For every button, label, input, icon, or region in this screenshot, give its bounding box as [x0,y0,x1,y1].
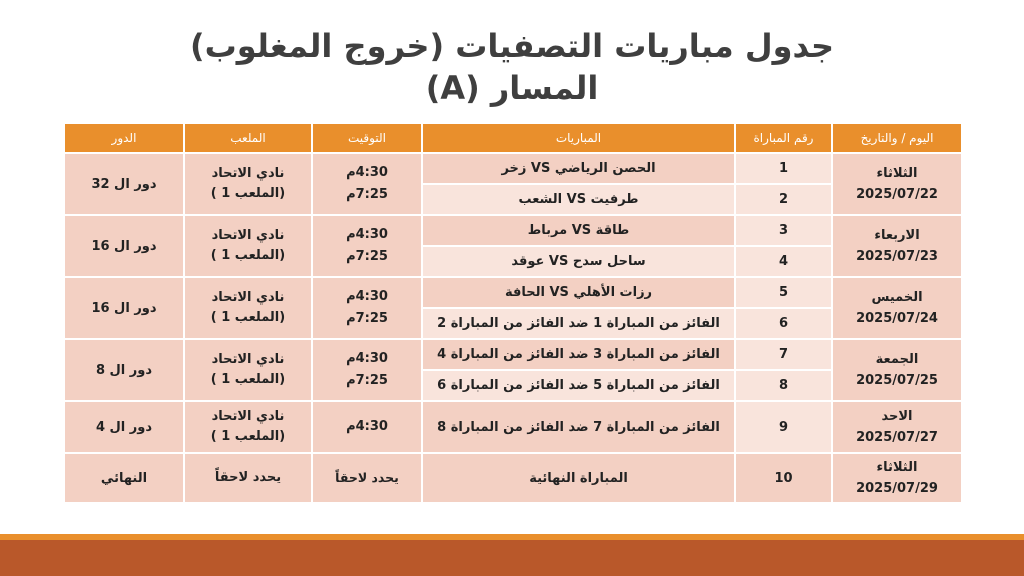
match-number: 8 [735,370,832,401]
header-venue: الملعب [184,123,312,153]
venue-cell [184,401,312,453]
day-date: 2025/07/22 [856,187,938,202]
match-number: 5 [735,277,832,308]
table-row [64,153,962,184]
venue-field: (الملعب 1 ) [210,429,286,444]
time-cell [312,153,422,215]
day-name: الاحد [881,409,913,424]
venue-field: (الملعب 1 ) [210,310,286,325]
venue-name: نادي الاتحاد [211,409,285,424]
match-text: الحصن الرياضي VS زخر [422,153,735,184]
time-cell [312,401,422,453]
time-first: 4:30م [346,351,388,366]
time-second: 7:25م [346,187,388,202]
time-second: 7:25م [346,373,388,388]
time-second: 7:25م [346,311,388,326]
round-cell: دور ال 8 [64,339,184,401]
header-row [64,123,962,153]
match-number: 10 [735,453,832,503]
round-cell: النهائي [64,453,184,503]
match-number: 3 [735,215,832,246]
table-row [64,401,962,453]
match-text: المباراة النهائية [422,453,735,503]
venue-name: نادي الاتحاد [211,228,285,243]
header-round: الدور [64,123,184,153]
schedule-table [63,122,963,504]
venue-field: (الملعب 1 ) [210,248,286,263]
table-row [64,277,962,308]
time-cell [312,215,422,277]
day-name: الخميس [871,290,923,305]
match-text: الفائز من المباراة 3 ضد الفائز من المباراة 4 [422,339,735,370]
match-number: 4 [735,246,832,277]
header-matches: المباريات [422,123,735,153]
day-cell [832,339,962,401]
match-text: طاقة VS مرباط [422,215,735,246]
time-cell [312,277,422,339]
day-date: 2025/07/27 [856,430,938,445]
time-first: 4:30م [346,227,388,242]
match-text: رزات الأهلي VS الحافة [422,277,735,308]
day-name: الثلاثاء [876,166,918,181]
match-number: 9 [735,401,832,453]
venue-field: (الملعب 1 ) [210,372,286,387]
match-text: الفائز من المباراة 5 ضد الفائز من المباراة 6 [422,370,735,401]
time-second: 7:25م [346,249,388,264]
day-date: 2025/07/24 [856,311,938,326]
venue-cell [184,215,312,277]
venue-name: نادي الاتحاد [211,352,285,367]
time-first: 4:30م [346,289,388,304]
time-first: 4:30م [346,419,388,434]
footer-band [0,540,1024,576]
day-cell [832,153,962,215]
header-match-number: رقم المباراة [735,123,832,153]
venue-cell [184,153,312,215]
page-title: جدول مباريات التصفيات (خروج المغلوب) [189,27,835,65]
match-number: 7 [735,339,832,370]
day-date: 2025/07/25 [856,373,938,388]
venue-name: نادي الاتحاد [211,166,285,181]
day-cell [832,401,962,453]
round-cell: دور ال 32 [64,153,184,215]
venue-cell: يحدد لاحقاً [184,453,312,503]
table-row [64,215,962,246]
venue-cell [184,339,312,401]
round-cell: دور ال 16 [64,277,184,339]
day-cell [832,277,962,339]
match-number: 2 [735,184,832,215]
day-date: 2025/07/29 [856,481,938,496]
match-text: الفائز من المباراة 1 ضد الفائز من المباراة 2 [422,308,735,339]
day-name: الجمعة [875,352,919,367]
venue-name: نادي الاتحاد [211,290,285,305]
day-name: الثلاثاء [876,460,918,475]
table-row [64,339,962,370]
table-row [64,453,962,503]
day-cell [832,215,962,277]
venue-cell [184,277,312,339]
match-text: طرفيت VS الشعب [422,184,735,215]
time-first: 4:30م [346,165,388,180]
round-cell: دور ال 4 [64,401,184,453]
match-number: 6 [735,308,832,339]
round-cell: دور ال 16 [64,215,184,277]
day-cell [832,453,962,503]
match-text: الفائز من المباراة 7 ضد الفائز من المباراة 8 [422,401,735,453]
page-subtitle: المسار (A) [425,69,599,107]
match-number: 1 [735,153,832,184]
time-cell: يحدد لاحقاً [312,453,422,503]
header-day: اليوم / والتاريخ [832,123,962,153]
venue-field: (الملعب 1 ) [210,186,286,201]
time-cell [312,339,422,401]
header-time: التوقيت [312,123,422,153]
day-name: الاربعاء [874,228,920,243]
day-date: 2025/07/23 [856,249,938,264]
match-text: ساحل سدح VS عوقد [422,246,735,277]
